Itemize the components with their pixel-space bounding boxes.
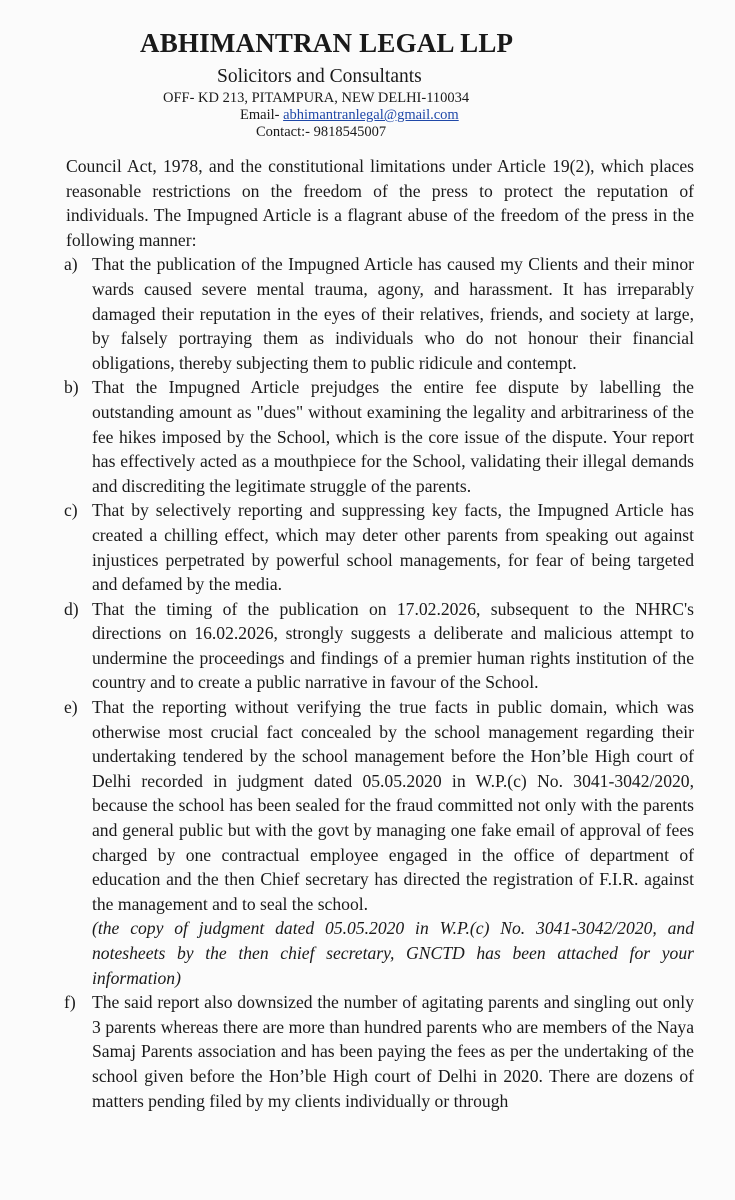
- list-item-label: d): [64, 598, 79, 619]
- list-item-a: [64, 252, 694, 375]
- list-item-c: [64, 498, 694, 596]
- attachment-note: (the copy of judgment dated 05.05.2020 in W.P.(c) No. 3041-3042/2020, and notesheets by the then chief secretary, GNCTD has been attached for your information): [92, 918, 694, 988]
- list-item-text: The said report also downsized the number of agitating parents and singling out only 3 parents whereas there are more than hundred parents who are members of the Naya Samaj Parents association and has been paying the fees as per the undertaking of the school given before the Hon’ble High court of Delhi in 2020. There are dozens of matters pending filed by my clients individually or through: [92, 992, 694, 1111]
- list-item-text: That the timing of the publication on 17.02.2026, subsequent to the NHRC's directions on 16.02.2026, strongly suggests a deliberate and malicious attempt to undermine the proceedings and findings of a premier human rights institution of the country and to create a public narrative in favour of the School.: [92, 598, 694, 693]
- list-item-text: That the reporting without verifying the true facts in public domain, which was otherwise most crucial fact concealed by the school management regarding their undertaking tendered by the school management before the Hon’ble High court of Delhi recorded in judgment dated 05.05.2020 in W.P.(c) No. 3041-3042/2020, because the school has been sealed for the fraud committed not only with the parents and general public but with the govt by managing one fake email of approval of fees charged by one contractual employee engaged in the office of department of education and the then Chief secretary has directed the registration of F.I.R. against the management and to seal the school.: [92, 697, 694, 914]
- list-item-label: a): [64, 254, 78, 275]
- list-item-label: b): [64, 377, 79, 398]
- list-item-f: [64, 990, 694, 1113]
- list-item-label: f): [64, 992, 76, 1013]
- list-item-e: [64, 695, 694, 990]
- list-item-text: That the publication of the Impugned Article has caused my Clients and their minor wards caused severe mental trauma, agony, and harassment. It has irreparably damaged their reputation in the eyes of their relatives, friends, and society at large, by falsely portraying them as individuals who do not honour their financial obligations, thereby subjecting them to public ridicule and contempt.: [92, 254, 694, 373]
- email-label: Email-: [240, 107, 284, 123]
- list-item-label: c): [64, 500, 78, 521]
- list-item-b: [64, 375, 694, 498]
- email-line: [240, 107, 459, 124]
- firm-address: OFF- KD 213, PITAMPURA, NEW DELHI-110034: [163, 90, 470, 106]
- contact-number: Contact:- 9818545007: [256, 124, 387, 140]
- email-link[interactable]: abhimantranlegal@gmail.com: [283, 107, 459, 123]
- letter-body: [64, 154, 694, 1113]
- intro-paragraph: Council Act, 1978, and the constitutional limitations under Article 19(2), which places reasonable restrictions on the freedom of the press to protect the reputation of individuals. The Impugned Article is a flagrant abuse of the freedom of the press in the following manner:: [66, 156, 694, 250]
- list-item-text: That the Impugned Article prejudges the entire fee dispute by labelling the outstanding amount as "dues" without examining the legality and arbitrariness of the fee hikes imposed by the School, which is the core issue of the dispute. Your report has effectively acted as a mouthpiece for the School, validating their illegal demands and discrediting the legitimate struggle of the parents.: [92, 377, 694, 496]
- list-item-label: e): [64, 697, 78, 718]
- firm-tagline: Solicitors and Consultants: [217, 66, 422, 87]
- firm-name: ABHIMANTRAN LEGAL LLP: [140, 28, 514, 58]
- list-item-d: [64, 597, 694, 695]
- list-item-text: That by selectively reporting and suppressing key facts, the Impugned Article has created a chilling effect, which may deter other parents from speaking out against injustices perpetrated by powerful school managements, for fear of being targeted and defamed by the media.: [92, 500, 694, 595]
